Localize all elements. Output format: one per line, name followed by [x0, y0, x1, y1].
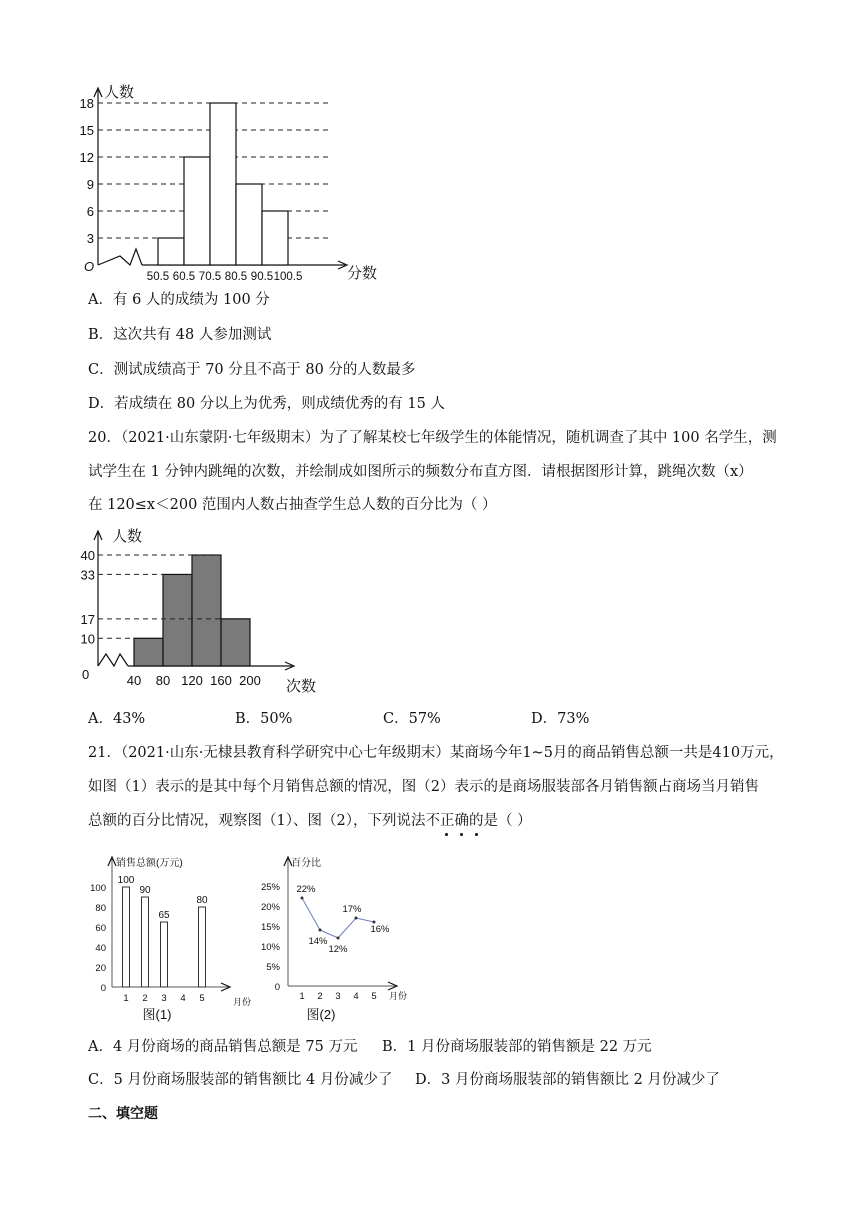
- x-tick-label: 80: [155, 673, 171, 688]
- chart-caption: 图(2): [306, 1007, 336, 1022]
- x-tick-label: 2: [142, 993, 148, 1004]
- data-label: 16%: [370, 924, 390, 935]
- y-tick-label: 20%: [260, 902, 280, 913]
- y-tick-label: 80: [95, 903, 106, 914]
- origin-label: O: [84, 259, 95, 274]
- point-1: [301, 897, 304, 900]
- y-tick-label: 0: [100, 983, 106, 994]
- x-axis-label: 分数: [347, 265, 378, 282]
- x-tick-label: 80.5: [224, 271, 248, 283]
- y-tick-label: 33: [80, 567, 95, 583]
- y-tick-label: 15: [79, 123, 94, 138]
- q21-line-1: 21．（2021·山东·无棣县教育科学研究中心七年级期末）某商场今年1~5月的商品销售总额一共是410万元，: [88, 745, 784, 761]
- axis-break: [98, 654, 128, 666]
- x-tick-label: 5: [199, 993, 205, 1004]
- bar-2: [142, 897, 149, 987]
- bar-5: [262, 211, 288, 265]
- y-tick-label: 20: [95, 963, 106, 974]
- x-tick-label: 3: [335, 991, 341, 1002]
- x-axis-label: 月份: [233, 997, 252, 1007]
- q19-option-d: D．若成绩在 80 分以上为优秀，则成绩优秀的有 15 人: [88, 396, 445, 412]
- data-label: 90: [139, 885, 151, 896]
- data-label: 80: [196, 895, 208, 906]
- q19-option-c: C．测试成绩高于 70 分且不高于 80 分的人数最多: [88, 362, 416, 378]
- y-tick-label: 40: [80, 548, 95, 563]
- histogram-jumprope: [70, 523, 340, 695]
- y-tick-label: 25%: [260, 882, 280, 893]
- x-tick-label: 1: [299, 991, 305, 1002]
- x-tick-label: 50.5: [146, 271, 170, 283]
- line-chart-percent: [255, 853, 425, 1023]
- y-tick-label: 15%: [260, 922, 280, 933]
- data-label: 100: [117, 875, 135, 886]
- x-axis-label: 次数: [286, 678, 317, 695]
- origin-label: 0: [82, 667, 90, 682]
- section-title: 二、填空题: [88, 1106, 158, 1122]
- q20-option-b: B．50%: [235, 711, 293, 727]
- y-tick-label: 0: [274, 982, 280, 993]
- q21-option-a: A．4 月份商场的商品销售总额是 75 万元: [88, 1039, 358, 1055]
- q19-option-a: A．有 6 人的成绩为 100 分: [88, 292, 270, 308]
- y-tick-label: 60: [95, 923, 106, 934]
- y-tick-label: 12: [79, 150, 94, 165]
- x-tick-label: 4: [353, 991, 359, 1002]
- y-tick-label: 10%: [260, 942, 280, 953]
- x-tick-label: 90.5: [250, 271, 274, 283]
- y-axis-label: 人数: [104, 84, 135, 101]
- point-3: [337, 937, 340, 940]
- bar-2: [163, 574, 192, 666]
- q20-option-c: C．57%: [383, 711, 441, 727]
- x-axis-label: 月份: [389, 991, 408, 1001]
- bar-3: [210, 103, 236, 265]
- bar-3: [192, 555, 221, 666]
- y-tick-label: 40: [95, 943, 106, 954]
- point-4: [355, 917, 358, 920]
- y-tick-label: 9: [86, 177, 94, 192]
- q21-option-c: C．5 月份商场服装部的销售额比 4 月份减少了: [88, 1072, 393, 1088]
- data-label: 14%: [308, 936, 328, 947]
- point-2: [319, 929, 322, 932]
- x-tick-label: 1: [123, 993, 129, 1004]
- y-tick-label: 5%: [266, 962, 280, 973]
- data-label: 22%: [296, 884, 316, 895]
- bar-2: [184, 157, 210, 265]
- series-line: [302, 898, 374, 938]
- x-tick-label: 200: [239, 673, 261, 688]
- q20-line-3: 在 120≤x＜200 范围内人数占抽查学生总人数的百分比为（ ）: [88, 497, 497, 513]
- histogram-scores: [70, 78, 390, 283]
- q20-line-2: 试学生在 1 分钟内跳绳的次数，并绘制成如图所示的频数分布直方图．请根据图形计算，跳绳次数（x）: [88, 464, 753, 480]
- q19-option-b: B．这次共有 48 人参加测试: [88, 327, 272, 343]
- q21-option-d: D．3 月份商场服装部的销售额比 2 月份减少了: [415, 1072, 720, 1088]
- data-label: 12%: [328, 944, 348, 955]
- bar-chart-sales: [85, 853, 265, 1023]
- y-tick-label: 3: [86, 231, 94, 246]
- q20-option-a: A．43%: [88, 711, 146, 727]
- bar-4: [236, 184, 262, 265]
- y-axis-label: 销售总额(万元): [116, 858, 183, 869]
- x-tick-label: 4: [180, 993, 186, 1004]
- y-tick-label: 10: [80, 631, 95, 647]
- bar-5: [199, 907, 206, 987]
- q21-line-3: 总额的百分比情况，观察图（1）、图（2），下列说法不正确的是（ ）: [88, 813, 532, 829]
- x-tick-label: 70.5: [198, 271, 222, 283]
- bar-3: [161, 922, 168, 987]
- bar-1: [134, 638, 163, 666]
- bar-4: [221, 619, 250, 666]
- data-label: 17%: [342, 904, 362, 915]
- y-tick-label: 100: [90, 883, 106, 894]
- bar-1: [123, 887, 130, 987]
- chart-caption: 图(1): [142, 1007, 172, 1022]
- y-tick-label: 6: [86, 204, 94, 219]
- x-tick-label: 120: [181, 673, 203, 688]
- y-tick-label: 17: [80, 611, 95, 627]
- bar-1: [158, 238, 184, 265]
- y-axis-label: 百分比: [291, 858, 321, 869]
- x-tick-label: 60.5: [172, 271, 196, 283]
- x-tick-label: 2: [317, 991, 323, 1002]
- axis-break: [98, 249, 142, 265]
- x-tick-label: 100.5: [273, 271, 303, 283]
- q21-line-2: 如图（1）表示的是其中每个月销售总额的情况，图（2）表示的是商场服装部各月销售额占商场当月销售: [88, 779, 759, 795]
- y-axis-label: 人数: [112, 528, 143, 545]
- q21-option-b: B．1 月份商场服装部的销售额是 22 万元: [382, 1039, 652, 1055]
- x-tick-label: 40: [126, 673, 142, 688]
- x-tick-label: 3: [161, 993, 167, 1004]
- q20-line-1: 20．（2021·山东蒙阴·七年级期末）为了了解某校七年级学生的体能情况，随机调查了其中 100 名学生，测: [88, 430, 777, 446]
- data-label: 65: [158, 910, 170, 921]
- x-tick-label: 160: [210, 673, 232, 688]
- q20-option-d: D．73%: [531, 711, 590, 727]
- x-tick-label: 5: [371, 991, 377, 1002]
- y-tick-label: 18: [79, 96, 94, 111]
